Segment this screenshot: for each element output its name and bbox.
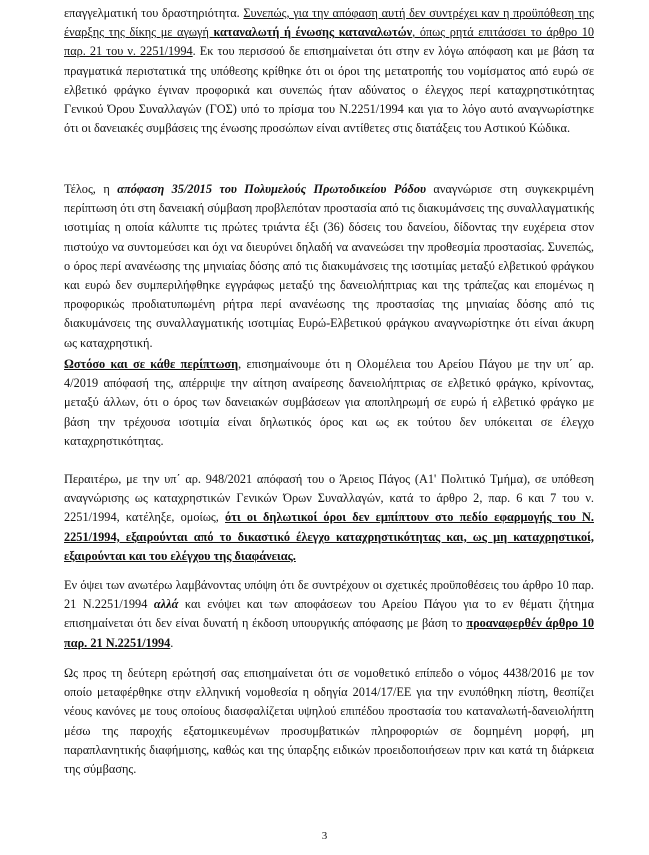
text-run: . bbox=[160, 433, 164, 448]
text-run: και ενόψει και των αποφάσεων του Αρείου Πάγου για το εν θέματι ζήτημα επισημαίνεται ότι δεν είναι δυνατή η έκδοση υπουργικής απόφασης με βάση το bbox=[64, 597, 594, 631]
text-run: Περαιτέρω, με την υπ΄ αρ. bbox=[64, 472, 206, 486]
text-run: Εν όψει των ανωτέρω λαμβάνοντας υπόψη ότι δε συντρέχουν οι σχετικές προϋποθέσεις του άρθρο 10 παρ. 21 Ν.2251/1994 bbox=[64, 578, 594, 612]
text-run: , απέρριψε την αίτηση αναίρεσης δανειολήπτριας σε ελβετικό φράγκο, κρίνοντας, μεταξύ άλλων, ότι ο όρος των δανειακών συμβάσεων για αποπληρωμή σε ευρώ ή ελβετικό φράγκο με βάση την τρέχουσα ισοτιμία bbox=[64, 376, 594, 429]
paragraph-areios-pagos-948-2021 bbox=[64, 470, 594, 566]
text-run: . bbox=[170, 635, 174, 650]
paragraph-decision-scope bbox=[64, 4, 594, 138]
text-run: είναι δηλωτικός όρος και ως εκ τούτου δεν υπόκειται σε έλεγχο καταχρηστικότητας bbox=[64, 414, 594, 448]
paragraph-legislative-level bbox=[64, 664, 594, 779]
text-run: , επισημαίνουμε ότι η bbox=[238, 357, 358, 371]
text-run: νομοθετικό επίπεδο bbox=[354, 666, 453, 680]
text-run: Ωστόσο και σε κάθε περίπτωση bbox=[64, 357, 239, 371]
page-number: 3 bbox=[321, 830, 328, 842]
paragraph-conclusion bbox=[64, 576, 594, 653]
text-run: Συνεπώς, για την απόφαση αυτή δεν συντρέχει καν η προϋπόθεση της έναρξης της δίκης με αγωγή bbox=[64, 6, 594, 40]
text-run: καταναλωτή ή ένωσης καταναλωτών bbox=[213, 25, 413, 40]
text-run: αλλά bbox=[153, 597, 179, 612]
paragraph-rhodes-court-decision bbox=[64, 180, 594, 353]
text-run: ότι οι δηλωτικοί όροι δεν εμπίπτουν στο πεδίο εφαρμογής του Ν. 2251/1994, εξαιρούνται από το δικαστικό έλεγχο καταχρηστικότητας και, ως μη καταχρηστικοί, εξαιρούνται και του ελέγχου της διαφάνειας. bbox=[64, 510, 594, 563]
text-run: επαγγελματική του δραστηριότητα. bbox=[64, 6, 244, 20]
text-run: . Εκ του περισσού δε επισημαίνεται ότι στην εν λόγω απόφαση και με βάση τα πραγματικά περιστατικά της υπόθεσης κρίθηκε ότι οι όροι της μετατροπής του νομίσματος από ευρώ σε ελβετικό φράγκο έγιναν προφορικά και συνεπώς ήταν αδύνατος ο έλεγχος περί καταχρηστικότητας Γενικού Όρου Συναλλαγών (ΓΟΣ) υπό το πρίσμα του Ν.2251/1994 και για το λόγο αυτό αναγνωρίστηκε ότι οι δανειακές συμβάσεις της ένωσης προσώπων είναι αντίθετες στις διατάξεις του Αστικού Κώδικα. bbox=[64, 44, 595, 136]
text-run: , όπως ρητά επιτάσσει το άρθρο 10 παρ. 21 του ν. 2251/1994 bbox=[64, 25, 594, 59]
text-run: Ως προς τη δεύτερη ερώτησή σας επισημαίνεται ότι σε bbox=[64, 666, 355, 680]
text-run: αναγνώρισε στη συγκεκριμένη περίπτωση ότι στη δανειακή σύμβαση προβλεπόταν προστασία από τις διακυμάνσεις της συναλλαγματικής ισοτιμίας η οποία κάλυπτε τις πρώτες τριάντα έξι (36) δόσεις του δανείου, δίδοντας την ευχέρεια στον πιστούχο να συντομεύσει και όχι να διευρύνει δηλαδή να ανανεώσει την προθεσμία προστασίας. Συνεπώς, ο όρος περί ανανέωσης της μηνιαίας δόσης από τις διακυμάνσεις της ισοτιμίας μεταξύ ελβετικού φράγκου και ευρώ δεν συμπεριλήφθηκε εγγράφως μεταξύ της δανειολήπτριας και της τράπεζας και επομένως η προφορικώς προδιατυπωμένη ρήτρα περί ανανέωσης της προστασίας της μηνιαίας δόσης από τις διακυμάνσεις της συναλλαγματικής ισοτιμίας Ευρώ-Ελβετικού φράγκου αναγνωρίστηκε ότι είναι άκυρη ως καταχρηστική. bbox=[64, 182, 594, 350]
text-run: απόφαση 35/2015 του Πολυμελούς Πρωτοδικείου Ρόδου bbox=[117, 182, 426, 196]
text-run: ο νόμος 4438/2016 με τον οποίο μεταφέρθηκε στην ελληνική νομοθεσία η οδηγία 2014/17/ΕΕ για την ενυπόθηκη πίστη, θεσπίζει νέους κανόνες με τους οποίους διασφαλίζεται υψηλού επιπέδου προστασία του καταναλωτή-δανειολήπτη μέσω της παροχής εξατομικευμένων προσυμβατικών πληροφοριών σε δομημένη μορφή, μη παραπλανητικής διαφήμισης, καθώς και της ύπαρξης ειδικών προειδοποιήσεων πριν και κατά τη διάρκεια της σύμβασης. bbox=[64, 666, 594, 777]
text-run: 948/2021 bbox=[205, 472, 253, 486]
text-run: Ολομέλεια του Αρείου Πάγου με την υπ΄ αρ. 4/2019 απόφασή της bbox=[64, 357, 594, 391]
text-run: απόφασή του ο Άρειος Πάγος (Α1' Πολιτικό Τμήμα), σε υπόθεση αναγνώρισης ως καταχρηστικών Γενικών Όρων Συναλλαγών, κατά το άρθρο 2, παρ. 6 και 7 του ν. 2251/1994, κατέληξε, ομοίως, bbox=[64, 472, 595, 525]
text-run: προαναφερθέν άρθρο 10 παρ. 21 Ν.2251/1994 bbox=[64, 616, 595, 650]
paragraph-areios-pagos-plenary bbox=[64, 355, 594, 451]
text-run: Τέλος, η bbox=[64, 182, 118, 196]
